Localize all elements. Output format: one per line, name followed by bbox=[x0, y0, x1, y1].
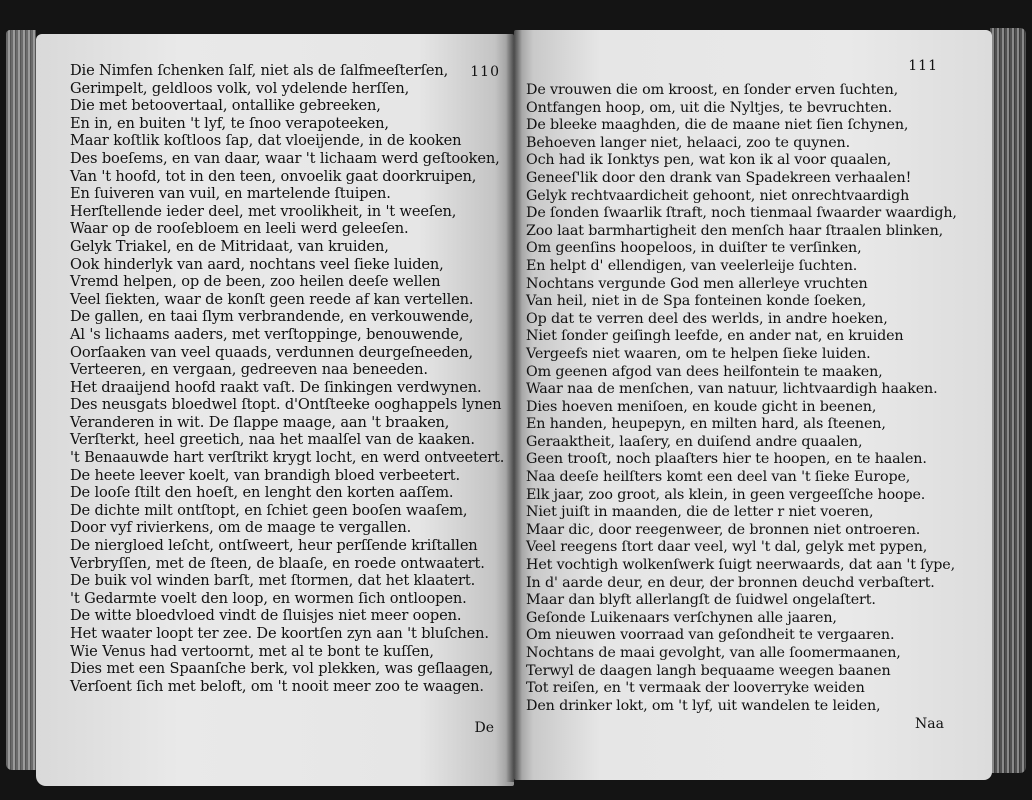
text-line: Om nieuwen voorraad van geſondheit te vergaaren. bbox=[526, 627, 895, 644]
text-line: Den drinker lokt, om 't lyf, uit wandelen te leiden, bbox=[526, 697, 881, 714]
right-catchword: Naa bbox=[915, 716, 944, 732]
text-line: De dichte milt ontſtopt, en ſchiet geen booſen waaſem, bbox=[70, 501, 468, 519]
text-line: De ſonden ſwaarlik ſtraft, noch tienmaal ſwaarder waardigh, bbox=[526, 205, 957, 222]
right-page-number: 111 bbox=[908, 58, 938, 74]
right-page-edges bbox=[990, 28, 1026, 773]
left-page-text bbox=[70, 62, 505, 695]
text-line: Des neusgats bloedwel ſtopt. d'Ontſteeke ooghappels lynen bbox=[70, 396, 502, 414]
text-line: Ook hinderlyk van aard, nochtans veel ſieke luiden, bbox=[70, 255, 444, 273]
text-line: En in, en buiten 't lyf, te ſnoo verapoteeken, bbox=[70, 114, 389, 132]
text-line: 't Gedarmte voelt den loop, en wormen ſich ontloopen. bbox=[70, 589, 467, 607]
text-line: Al 's lichaams aaders, met verſtoppinge, benouwende, bbox=[70, 325, 464, 343]
text-line: Och had ik Ionktys pen, wat kon ik al voor quaalen, bbox=[526, 152, 892, 169]
book-gutter bbox=[506, 30, 522, 782]
text-line: Naa deeſe heilſters komt een deel van 't ſieke Europe, bbox=[526, 469, 911, 486]
text-line: Nochtans de maai gevolght, van alle ſoomermaanen, bbox=[526, 645, 901, 661]
text-line: Waar naa de menſchen, van natuur, lichtvaardigh haaken. bbox=[526, 381, 938, 398]
text-line: De gallen, en taai ſlym verbrandende, en verkouwende, bbox=[70, 308, 474, 326]
text-line: Het waater loopt ter zee. De koortſen zyn aan 't bluſchen. bbox=[70, 625, 489, 642]
right-page-text bbox=[526, 82, 968, 715]
text-line: Van 't hoofd, tot in den teen, onvoelik gaat doorkruipen, bbox=[70, 167, 477, 185]
text-line: En ſuiveren van vuil, en martelende ſtuipen. bbox=[70, 185, 391, 203]
text-line: Elk jaar, zoo groot, als klein, in geen vergeeſſche hoope. bbox=[526, 486, 926, 503]
text-line: Verſterkt, heel greetich, naa het maalſel van de kaaken. bbox=[70, 431, 475, 449]
text-line: Om geenen afgod van dees heilfontein te maaken, bbox=[526, 363, 883, 380]
text-line: De looſe ſtilt den hoeſt, en lenght den korten aaſſem. bbox=[70, 484, 454, 502]
text-line: Behoeven langer niet, helaaci, zoo te quynen. bbox=[526, 134, 851, 151]
text-line: Tot reiſen, en 't vermaak der looverryke weiden bbox=[526, 680, 865, 697]
text-line: Zoo laat barmhartigheit den menſch haar ſtraalen blinken, bbox=[526, 222, 944, 239]
text-line: Die Nimfen ſchenken ſalf, niet als de ſalfmeeſterſen, bbox=[70, 62, 449, 79]
text-line: De witte bloedvloed vindt de ſluisjes niet meer oopen. bbox=[70, 607, 462, 625]
text-line: Geen trooſt, noch plaaſters hier te hoopen, en te haalen. bbox=[526, 451, 927, 468]
text-line: Geraaktheit, laaſery, en duiſend andre quaalen, bbox=[526, 433, 863, 450]
text-line: De niergloed leſcht, ontſweert, heur perſſende kriſtallen bbox=[70, 537, 478, 555]
text-line: Dies hoeven meniſoen, en koude gicht in beenen, bbox=[526, 398, 877, 415]
text-line: Verteeren, en vergaan, gedreeven naa beneeden. bbox=[70, 361, 428, 379]
text-line: Maar koſtlik koſtloos ſap, dat vloeijende, in de kooken bbox=[70, 132, 462, 150]
left-page bbox=[36, 34, 514, 786]
text-line: Terwyl de daagen langh bequaame weegen baanen bbox=[526, 662, 891, 679]
text-line: Gelyk rechtvaardicheit gehoont, niet onrechtvaardigh bbox=[526, 187, 910, 204]
text-line: Geſonde Luikenaars verſchynen alle jaaren, bbox=[526, 609, 837, 626]
text-line: Veel ſiekten, waar de konſt geen reede af kan vertellen. bbox=[70, 290, 474, 308]
text-line: Maar dic, door reegenweer, de bronnen niet ontroeren. bbox=[526, 521, 921, 538]
text-line: Maar dan blyft allerlangſt de ſuidwel ongelaſtert. bbox=[526, 592, 876, 609]
text-line: Die met betoovertaal, ontallike gebreeken, bbox=[70, 97, 381, 115]
text-line: Nochtans vergunde God men allerleye vruchten bbox=[526, 275, 868, 292]
text-line: Niet juiſt in maanden, die de letter r niet voeren, bbox=[526, 504, 874, 521]
text-line: Geneeſ'lik door den drank van Spadekreen verhaalen! bbox=[526, 169, 912, 186]
text-line: Vremd helpen, op de been, zoo heilen deeſe wellen bbox=[70, 273, 441, 291]
text-line: Dies met een Spaanſche berk, vol plekken, was geſlaagen, bbox=[70, 660, 494, 678]
text-line: De vrouwen die om kroost, en ſonder erven ſuchten, bbox=[526, 82, 899, 98]
text-line: De buik vol winden barſt, met ſtormen, dat het klaatert. bbox=[70, 572, 476, 590]
text-line: Herſtellende ieder deel, met vroolikheit, in 't weeſen, bbox=[70, 202, 457, 220]
text-line: En helpt d' ellendigen, van veelerleije ſuchten. bbox=[526, 257, 858, 274]
text-line: Des boeſems, en van daar, waar 't lichaam werd geſtooken, bbox=[70, 149, 500, 167]
text-line: Verſoent ſich met beloft, om 't nooit meer zoo te waagen. bbox=[70, 677, 484, 695]
text-line: 't Benaauwde hart verſtrikt krygt locht, en werd ontveetert. bbox=[70, 449, 505, 467]
text-line: En handen, heupepyn, en milten hard, als ſteenen, bbox=[526, 416, 886, 433]
text-line: Oorſaaken van veel quaads, verdunnen deurgeſneeden, bbox=[70, 343, 473, 361]
text-line: Veel reegens ſtort daar veel, wyl 't dal, gelyk met pypen, bbox=[526, 539, 928, 556]
text-line: Verbryſſen, met de ſteen, de blaaſe, en roede ontwaatert. bbox=[70, 554, 485, 572]
right-page bbox=[514, 30, 992, 780]
left-catchword: De bbox=[474, 720, 494, 736]
text-line: Niet ſonder geiſingh leefde, en ander nat, en kruiden bbox=[526, 328, 904, 345]
text-line: De heete leever koelt, van brandigh bloed verbeetert. bbox=[70, 466, 461, 484]
text-line: Veranderen in wit. De ſlappe maage, aan 't braaken, bbox=[70, 413, 450, 431]
text-line: Waar op de rooſebloem en leeli werd geleeſen. bbox=[70, 220, 409, 238]
text-line: Gelyk Triakel, en de Mitridaat, van kruiden, bbox=[70, 237, 389, 255]
text-line: In d' aarde deur, en deur, der bronnen deuchd verbaſtert. bbox=[526, 574, 935, 591]
text-line: De bleeke maaghden, die de maane niet ſien ſchynen, bbox=[526, 117, 909, 134]
text-line: Wie Venus had vertoornt, met al te bont te kuſſen, bbox=[70, 642, 434, 660]
text-line: Van heil, niet in de Spa fonteinen konde ſoeken, bbox=[526, 293, 867, 310]
text-line: Om geenſins hoopeloos, in duiſter te verſinken, bbox=[526, 240, 862, 257]
text-line: Gerimpelt, geldloos volk, vol ydelende herſſen, bbox=[70, 79, 410, 97]
text-line: Het vochtigh wolkenſwerk ſuigt neerwaards, dat aan 't ſype, bbox=[526, 557, 955, 574]
left-page-number: 110 bbox=[470, 64, 500, 80]
text-line: Ontfangen hoop, om, uit die Nyltjes, te bevruchten. bbox=[526, 99, 893, 116]
text-line: Op dat te verren deel des werlds, in andre hoeken, bbox=[526, 310, 888, 327]
left-page-edges bbox=[6, 30, 36, 770]
text-line: Door vyf rivierkens, om de maage te vergallen. bbox=[70, 519, 412, 537]
text-line: Het draaijend hoofd raakt vaſt. De ſinkingen verdwynen. bbox=[70, 378, 482, 396]
text-line: Vergeefs niet waaren, om te helpen ſieke luiden. bbox=[526, 345, 871, 362]
